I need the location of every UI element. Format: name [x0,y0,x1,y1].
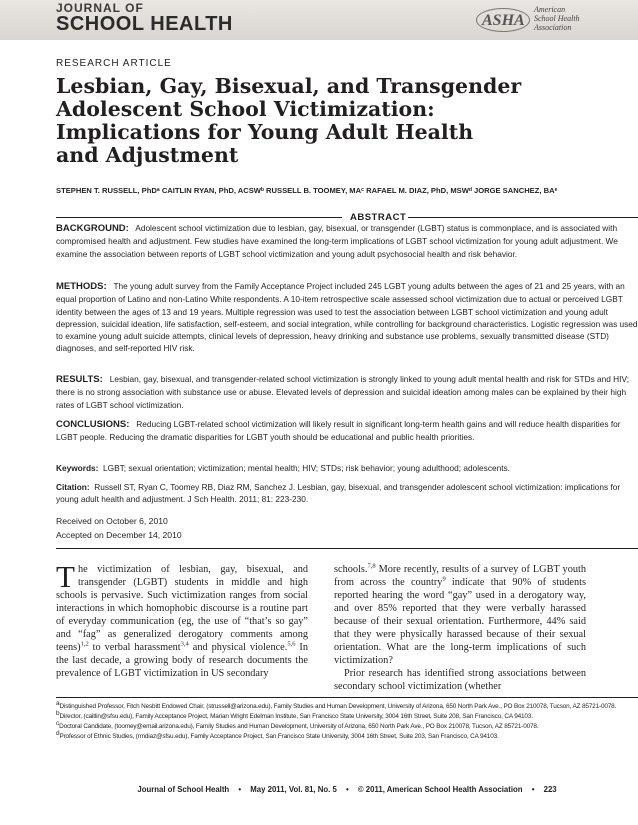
keywords-heading: Keywords: [56,463,99,473]
title-line-2: Adolescent School Victimization: [56,97,435,121]
abstract-keywords [56,462,638,474]
footnote-mark-d: d [56,729,60,737]
footnote-mark-a: a [56,699,60,707]
article-type: RESEARCH ARTICLE [56,58,172,69]
footer-bullet-2: • [345,785,349,794]
footnote-a [56,699,638,712]
asha-logo-mark: ASHA [482,12,525,29]
footnote-mark-b: b [56,709,60,717]
left-text-1: he victimization of lesbian, gay, bisexual, and transgender (LGBT) students in middle and high schools is pervasive. Such victimization ranges from social interactions in which homophobic discourse is a routine part of everyday communication (eg, the use of “that’s so gay” and “fag” as generalized derogatory comments among teens) [56,564,308,653]
body-column-right [334,563,586,693]
right-text-2: More recently, results of a survey of LGBT youth from across the country [334,564,586,588]
right-text-3: indicate that 90% of students reported hearing the word “gay” used in a derogatory way, and over 85% reported that they were verbally harassed because of their sexual orientation. Furthermore, 44% said that they were physically harassed because of their sexual orientation. What are the long-term implications of such victimization? [334,577,586,666]
citation-heading: Citation: [56,482,90,492]
results-heading: RESULTS: [56,374,103,385]
keywords-text: LGBT; sexual orientation; victimization; mental health; HIV; STDs; risk behavior; young adulthood; adolescents. [103,463,510,473]
journal-name: SCHOOL HEALTH [56,13,233,35]
conclusions-text: Reducing LGBT-related school victimization will likely result in significant long-term health gains and will reduce health disparities for LGBT people. Reducing the dramatic disparities for LGBT youth should be educational and public health priorities. [56,419,621,443]
footnote-text-d: Professor of Ethnic Studies, (rmdiaz@sfsu.edu), Family Acceptance Project, San Francisco State University, 3004 16th Street, Suite 203, San Francisco, CA 94103. [59,733,499,740]
footnotes [56,699,638,742]
asha-logo [482,2,586,36]
abstract-background [56,222,638,260]
asha-line-2: School Health [534,14,580,23]
abstract-results [56,373,638,411]
footer-bullet-1: • [238,785,242,794]
conclusions-heading: CONCLUSIONS: [56,419,130,430]
journal-header-band [0,0,638,40]
results-text: Lesbian, gay, bisexual, and transgender-related school victimization is strongly linked to young adult mental health and risk for STDs and HIV; there is no strong association with substance use or abuse. Elevated levels of depression and suicidal ideation among males can be explained by their high rates of LGBT school victimization. [56,374,630,410]
footnote-text-a: Distinguished Professor, Fitch Nesbitt Endowed Chair, (strussell@arizona.edu), Family Studies and Human Development, University of Arizona, 650 North Park Ave., PO Box 210078, Tucson, AZ 85721-0078. [59,703,617,710]
page-footer [56,785,638,794]
left-sup-2: 3,4 [180,640,189,648]
abstract-methods [56,280,638,355]
left-text-2: to verbal harassment [88,642,181,653]
drop-cap: T [56,559,75,594]
background-text: Adolescent school victimization due to lesbian, gay, bisexual, or transgender (LGBT) status is commonplace, and is associated with compromised health and adjustment. Few studies have examined the long-term implications of LGBT school victimization for young adult adjustment. We examine the association between reports of LGBT school victimization and young adult psychosocial health and risk behavior. [56,223,618,259]
title-line-3: Implications for Young Adult Health [56,120,474,144]
footnote-b [56,709,638,722]
footer-page-number: 223 [543,785,557,794]
footer-journal: Journal of School Health [137,785,230,794]
left-text-4: In the last decade, a growing body of research documents the prevalence of LGBT victimization in US secondary [56,642,308,679]
footer-copyright: © 2011, American School Health Association [357,785,523,794]
left-sup-3: 5,6 [287,640,296,648]
journal-of-label: JOURNAL OF [56,1,144,15]
citation-text: Russell ST, Ryan C, Toomey RB, Diaz RM, Sanchez J. Lesbian, gay, bisexual, and transgender adolescent school victimization: implications for young adult health and adjustment. J Sch Health. 2011; 81: 223-230. [56,482,621,505]
methods-heading: METHODS: [56,281,107,292]
abstract-label: ABSTRACT [350,212,407,223]
article-title [56,75,576,167]
footnote-text-b: Director, (caitlin@sfsu.edu), Family Acceptance Project, Marian Wright Edelman Institute, San Francisco State University, 3004 16th Street, Suite 208, San Francisco, CA 94103. [59,713,533,720]
footer-issue: May 2011, Vol. 81, No. 5 [250,785,337,794]
abstract-rule-left [56,217,342,218]
title-line-4: and Adjustment [56,143,239,167]
footnote-text-c: Doctoral Candidate, (toomey@email.arizona.edu), Family Studies and Human Development, University of Arizona, 650 North Park Ave., PO Box 210078, Tucson, AZ 85721-0078. [59,723,539,730]
background-heading: BACKGROUND: [56,223,129,234]
footnote-d [56,729,638,742]
footnote-rule [56,697,638,698]
footnote-mark-c: c [56,719,60,727]
abstract-divider [56,213,638,222]
asha-line-3: Association [534,23,572,32]
methods-text: The young adult survey from the Family Acceptance Project included 245 LGBT young adults between the ages of 21 and 25 years, with an equal proportion of Latino and non-Latino White respondents. A 10-item retrospective scale assessed school victimization due to actual or perceived LGBT identity between the ages of 13 and 19 years. Multiple regression was used to test the association between LGBT school victimization and young adult depression, suicidal ideation, life satisfaction, self-esteem, and social integration, while controlling for background characteristics. Logistic regression was used to examine young adult suicide attempts, clinical levels of depression, heavy drinking and substance use problems, sexually transmitted disease (STD) diagnoses, and self-reported HIV risk. [56,281,638,354]
right-text-4: Prior research has identified strong associations between secondary school victimization (whether [334,668,586,692]
footnote-c [56,719,638,732]
left-text-3: and physical violence. [188,642,288,653]
title-line-1: Lesbian, Gay, Bisexual, and Transgender [56,74,522,98]
author-list: STEPHEN T. RUSSELL, PhDᵃ CAITLIN RYAN, PhD, ACSWᵇ RUSSELL B. TOOMEY, MAᶜ RAFAEL M. DIAZ, PhD, MSWᵈ JORGE SANCHEZ, BAᵉ [56,186,558,195]
abstract-rule-right [408,217,638,218]
body-top-rule [56,548,638,549]
right-text-1: schools. [334,564,368,575]
abstract-conclusions [56,418,638,444]
right-sup-1: 7,8 [367,562,376,570]
footer-bullet-3: • [531,785,535,794]
accepted-date: Accepted on December 14, 2010 [56,530,182,540]
asha-logo-text [534,5,580,32]
abstract-citation [56,481,638,506]
asha-line-1: American [534,5,566,14]
right-sup-2: 9 [442,575,446,583]
body-column-left [56,559,308,680]
received-date: Received on October 6, 2010 [56,516,168,526]
left-sup-1: 1,2 [80,640,89,648]
